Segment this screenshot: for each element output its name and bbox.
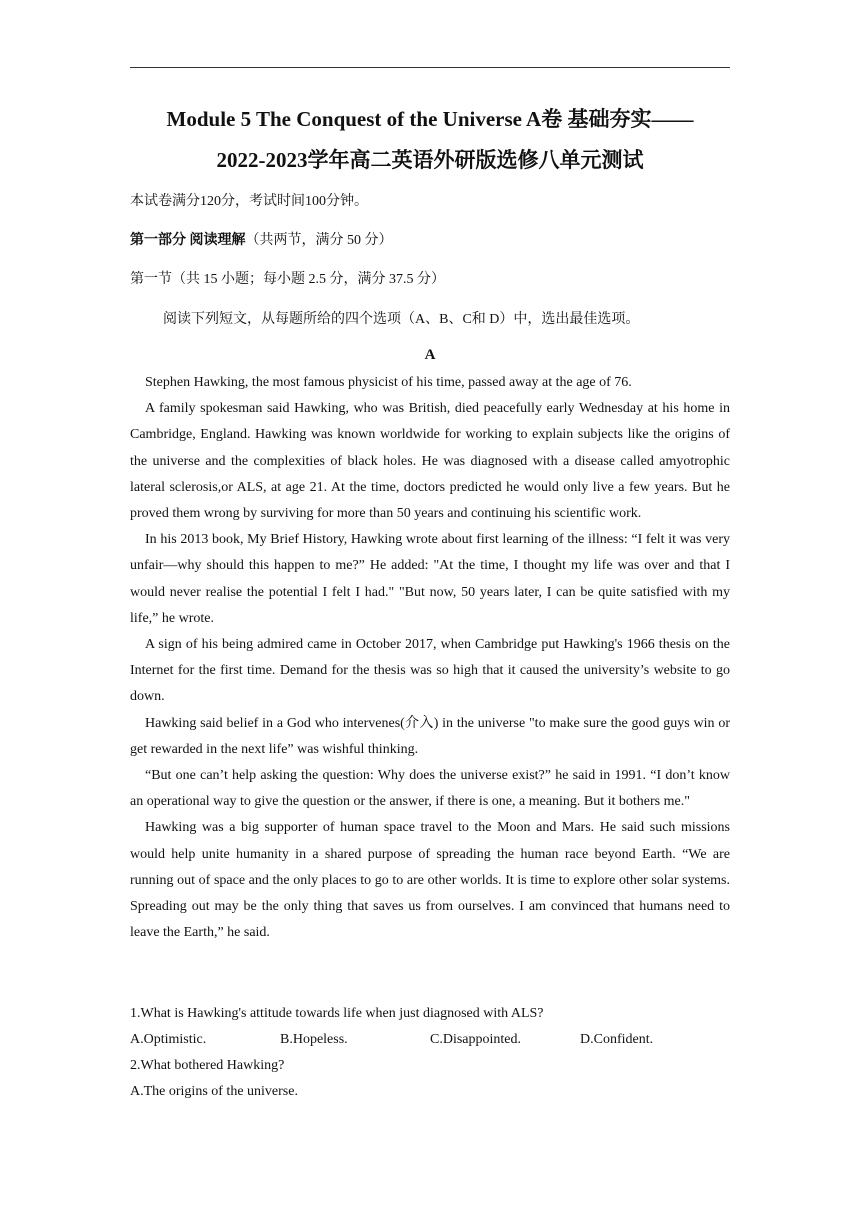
title-line-2: 2022-2023学年高二英语外研版选修八单元测试 — [216, 148, 644, 172]
paragraph: In his 2013 book, My Brief History, Hawking wrote about first learning of the illness: “I felt it was very unfair—why should this happen to me?” He added: "At the time, I thought my life was over and that I would never realise the potential I felt I had." "But now, 50 years later, I can be quite satisfied with my life,” he wrote. — [130, 532, 730, 626]
option-b: B.Hopeless. — [280, 1032, 348, 1047]
paragraph: Hawking was a big supporter of human space travel to the Moon and Mars. He said such missions would help unite humanity in a shared purpose of spreading the human race beyond Earth. “We are running out of space and the only places to go to are other worlds. It is time to explore other solar systems. Spreading out may be the only thing that saves us from ourselves. I am convinced that humans need to leave the Earth,” he said. — [130, 820, 730, 941]
paragraph: Stephen Hawking, the most famous physicist of his time, passed away at the age of 76. — [145, 375, 632, 390]
paragraph: “But one can’t help asking the question: Why does the universe exist?” he said in 1991. “I don’t know an operational way to give the question or the answer, if there is one, a meaning. But it bothers me." — [130, 768, 730, 810]
paragraph: A sign of his being admired came in October 2017, when Cambridge put Hawking's 1966 thesis on the Internet for the first time. Demand for the thesis was so high that it caused the university’s website to go down. — [130, 637, 730, 705]
exam-intro: 本试卷满分120分，考试时间100分钟。 — [130, 194, 368, 209]
passage-label: A — [424, 347, 436, 363]
part1-heading — [130, 230, 750, 252]
header-rule — [130, 67, 730, 68]
question-1-stem: 1.What is Hawking's attitude towards life when just diagnosed with ALS? — [130, 1006, 544, 1021]
title-line-1: Module 5 The Conquest of the Universe A卷 基础夯实—— — [166, 107, 694, 131]
reading-instruction: 阅读下列短文，从每题所给的四个选项（A、B、C和 D）中，选出最佳选项。 — [163, 312, 640, 327]
paragraph: Hawking said belief in a God who intervenes(介入) in the universe "to make sure the good guys win or get rewarded in the next life” was wishful thinking. — [130, 715, 730, 757]
part1-heading-bold: 第一部分 阅读理解 — [130, 233, 246, 248]
question-2-option-a: A.The origins of the universe. — [130, 1084, 298, 1099]
option-d: D.Confident. — [580, 1032, 654, 1047]
paragraph: A family spokesman said Hawking, who was British, died peacefully early Wednesday at his home in Cambridge, England. Hawking was known worldwide for working to explain subjects like the origins of the universe and the complexities of black holes. He was diagnosed with a disease called amyotrophic lateral sclerosis,or ALS, at age 21. At the time, doctors predicted he would only live a few years. But he proved them wrong by surviving for more than 50 years and continuing his scientific work. — [130, 401, 730, 522]
passage-a — [130, 370, 730, 946]
section1-heading: 第一节（共 15 小题；每小题 2.5 分，满分 37.5 分） — [130, 272, 445, 287]
question-2-stem: 2.What bothered Hawking? — [130, 1058, 285, 1073]
option-a: A.Optimistic. — [130, 1032, 207, 1047]
part1-heading-rest: （共两节，满分 50 分） — [245, 233, 393, 248]
option-c: C.Disappointed. — [430, 1032, 521, 1047]
